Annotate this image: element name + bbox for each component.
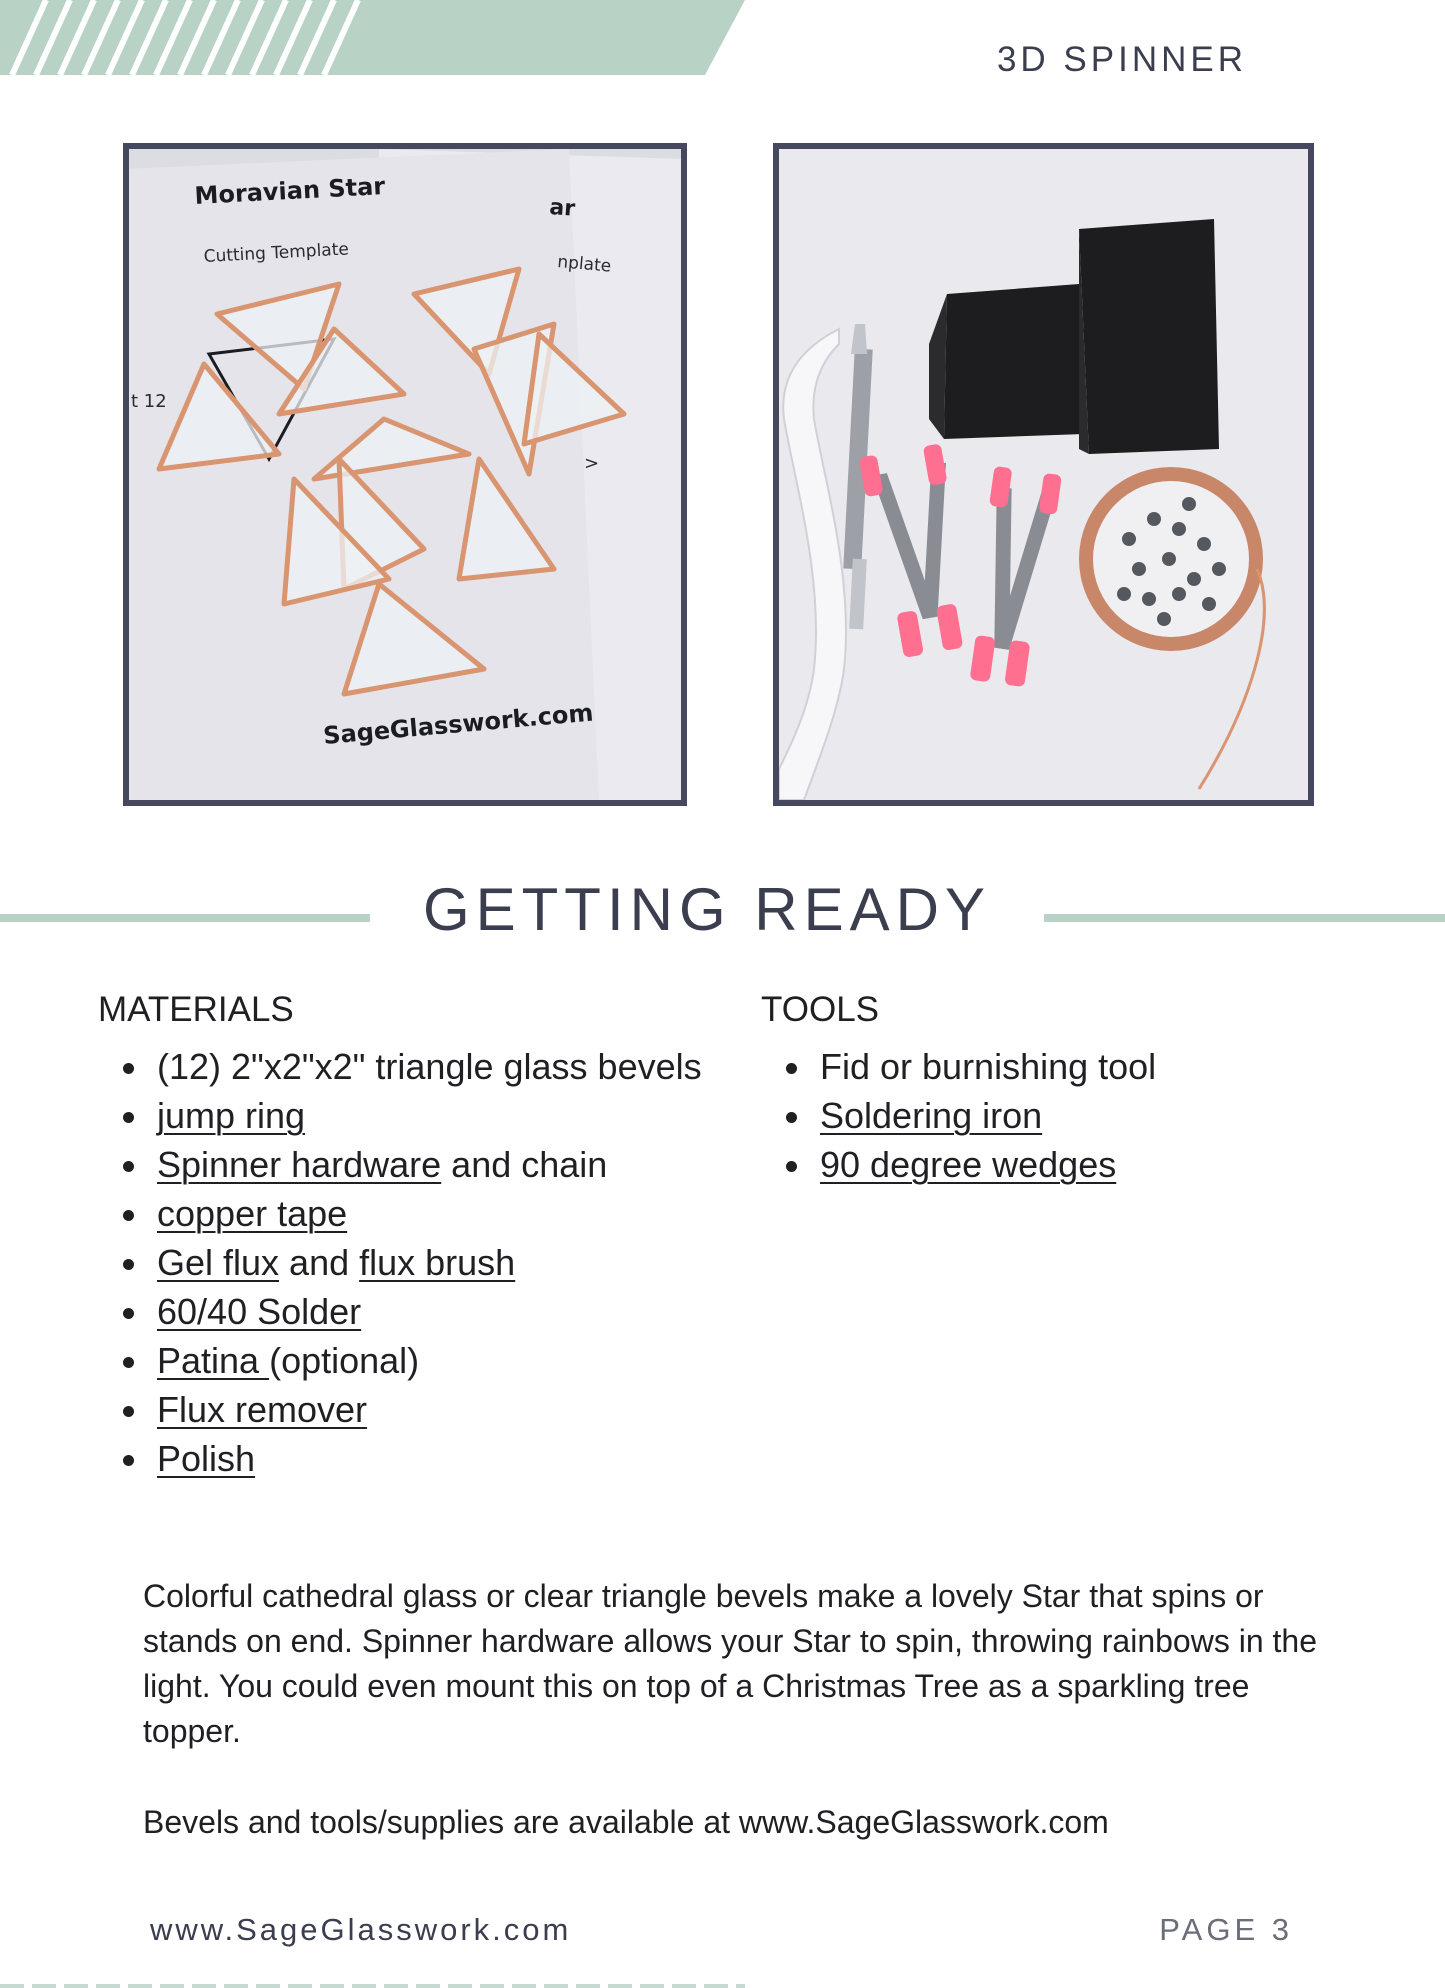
footer-dash-stripe xyxy=(0,1984,745,1988)
tools-supplies-photo xyxy=(773,143,1314,806)
materials-item xyxy=(157,1385,702,1434)
tools-item xyxy=(820,1091,1156,1140)
materials-item xyxy=(157,1434,702,1483)
materials-item xyxy=(157,1140,702,1189)
availability-paragraph: Bevels and tools/supplies are available at www.SageGlasswork.com xyxy=(143,1804,1109,1840)
materials-item xyxy=(157,1189,702,1238)
materials-item-text: and xyxy=(279,1242,360,1283)
tools-column xyxy=(761,992,1156,1189)
materials-item-text: (optional) xyxy=(269,1340,420,1381)
template-subtitle-2: nplate xyxy=(556,252,612,277)
materials-item xyxy=(157,1042,702,1091)
template-arrow-mark: > xyxy=(584,453,600,474)
footer-page-number: PAGE 3 xyxy=(1159,1912,1293,1947)
tools-item xyxy=(820,1042,1156,1091)
template-subtitle: Cutting Template xyxy=(203,239,350,267)
header-stripe-banner xyxy=(0,0,745,75)
materials-item xyxy=(157,1336,702,1385)
link-solder[interactable]: 60/40 Solder xyxy=(157,1291,362,1332)
link-polish[interactable]: Polish xyxy=(157,1438,256,1479)
tools-and-supplies-photo-icon xyxy=(779,149,1308,800)
section-rule-left xyxy=(0,914,370,922)
tools-list xyxy=(761,1042,1156,1189)
photo-watermark: SageGlasswork.com xyxy=(322,698,595,750)
link-flux-brush[interactable]: flux brush xyxy=(359,1242,516,1283)
link-flux-remover[interactable]: Flux remover xyxy=(157,1389,368,1430)
link-soldering-iron[interactable]: Soldering iron xyxy=(820,1095,1043,1136)
link-copper-tape[interactable]: copper tape xyxy=(157,1193,348,1234)
materials-item-text: and chain xyxy=(441,1144,608,1185)
materials-heading: MATERIALS xyxy=(98,990,294,1029)
document-title: 3D SPINNER xyxy=(996,40,1247,79)
materials-column xyxy=(98,992,702,1483)
template-title: Moravian Star xyxy=(193,172,386,210)
template-side-label: t 12 xyxy=(131,391,167,412)
materials-item-text: (12) 2"x2"x2" triangle glass bevels xyxy=(157,1046,702,1087)
materials-item xyxy=(157,1287,702,1336)
materials-item xyxy=(157,1238,702,1287)
link-patina[interactable]: Patina xyxy=(157,1340,270,1381)
link-jump-ring[interactable]: jump ring xyxy=(157,1095,306,1136)
section-title: GETTING READY xyxy=(422,876,992,943)
link-spinner-hardware[interactable]: Spinner hardware xyxy=(157,1144,442,1185)
intro-paragraph: Colorful cathedral glass or clear triangle bevels make a lovely Star that spins or stands on end. Spinner hardware allows your Star to spin, throwing rainbows in the light. You could even mount this on top of a Christmas Tree as a sparkling tree topper. xyxy=(143,1578,1317,1749)
section-rule-right xyxy=(1044,914,1445,922)
link-gel-flux[interactable]: Gel flux xyxy=(157,1242,280,1283)
link-90-degree-wedges[interactable]: 90 degree wedges xyxy=(820,1144,1117,1185)
glass-triangle-bevels-photo-icon xyxy=(129,149,681,800)
tools-heading: TOOLS xyxy=(761,990,880,1029)
template-title-2: ar xyxy=(548,195,576,222)
glass-bevels-photo xyxy=(123,143,687,806)
materials-item xyxy=(157,1091,702,1140)
tools-item-text: Fid or burnishing tool xyxy=(820,1046,1157,1087)
tools-item xyxy=(820,1140,1156,1189)
materials-list xyxy=(98,1042,702,1483)
footer-website: www.SageGlasswork.com xyxy=(150,1912,572,1947)
